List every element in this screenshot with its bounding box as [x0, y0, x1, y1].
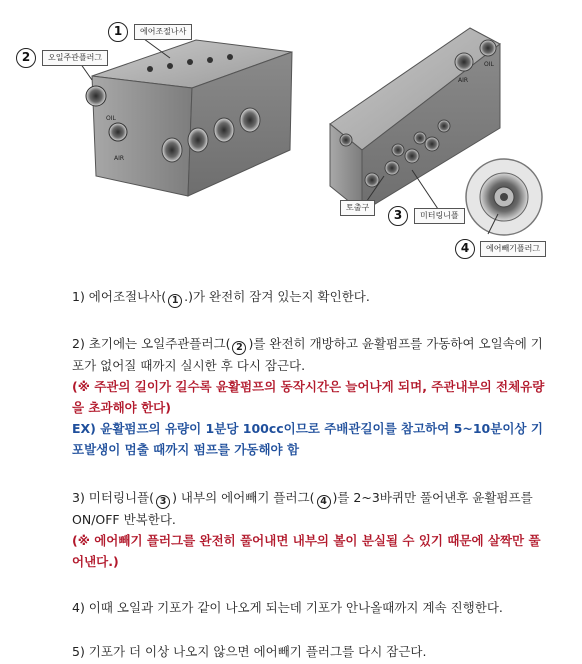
step-1-number: 1 [168, 294, 182, 308]
step-2-prefix: 2) 초기에는 오일주관플러그( [72, 336, 231, 351]
step-5: 5) 기포가 더 이상 나오지 않으면 에어빼기 플러그를 다시 잠근다. [72, 644, 427, 659]
figure-area [0, 0, 582, 270]
step-3 [72, 487, 550, 572]
callout-number-4: 4 [455, 239, 475, 259]
step-3-suffix: )를 2~3바퀴만 풀어낸후 윤활펌프를 ON/OFF 반복한다. [72, 490, 533, 527]
label-air-vent-plug: 에어빼기플러그 [480, 241, 546, 257]
step-3-warning: (※ 에어빼기 플러그를 완전히 풀어내면 내부의 볼이 분실될 수 있기 때문에 살짝만 풀어낸다.) [72, 533, 541, 569]
callout-number-1: 1 [108, 22, 128, 42]
step-2 [72, 333, 550, 460]
callout-number-2: 2 [16, 48, 36, 68]
step-3-middle: ) 내부의 에어빼기 플러그( [172, 490, 315, 505]
step-2-number: 2 [232, 341, 246, 355]
step-1-suffix: .)가 완전히 잠겨 있는지 확인한다. [184, 289, 370, 304]
label-metering-nipple: 미터링니플 [414, 208, 465, 224]
step-3-number-b: 4 [317, 495, 331, 509]
step-2-warning: (※ 주관의 길이가 길수록 윤활펌프의 동작시간은 늘어나게 되며, 주관내부의 전체유량을 초과해야 한다) [72, 379, 545, 415]
air-engraving-right: AIR [458, 77, 469, 84]
step-4: 4) 이때 오일과 기포가 같이 나오게 되는데 기포가 안나올때까지 계속 진행한다. [72, 600, 503, 615]
label-outlet: 토출구 [340, 200, 375, 216]
step-3-number-a: 3 [156, 495, 170, 509]
step-1-prefix: 1) 에어조절나사( [72, 289, 167, 304]
air-engraving-left: AIR [114, 155, 125, 162]
label-air-screw: 에어조절나사 [134, 24, 192, 40]
zoom-detail [466, 159, 542, 235]
oil-engraving-left: OIL [106, 115, 116, 122]
step-1 [72, 286, 550, 308]
callout-number-3: 3 [388, 206, 408, 226]
left-manifold-block [86, 40, 292, 196]
step-2-example: EX) 윤활펌프의 유량이 1분당 100cc이므로 주배관길이를 참고하여 5~10분이상 기포발생이 멈출 때까지 펌프를 가동해야 함 [72, 421, 543, 457]
step-3-prefix: 3) 미터링니플( [72, 490, 155, 505]
oil-engraving-right: OIL [484, 61, 494, 68]
step-2-suffix: )를 완전히 개방하고 윤활펌프를 가동하여 오일속에 기포가 없어질 때까지 실시한 후 다시 잠근다. [72, 336, 543, 373]
device-illustration [0, 0, 582, 270]
label-oil-main-plug: 오일주관플러그 [42, 50, 108, 66]
